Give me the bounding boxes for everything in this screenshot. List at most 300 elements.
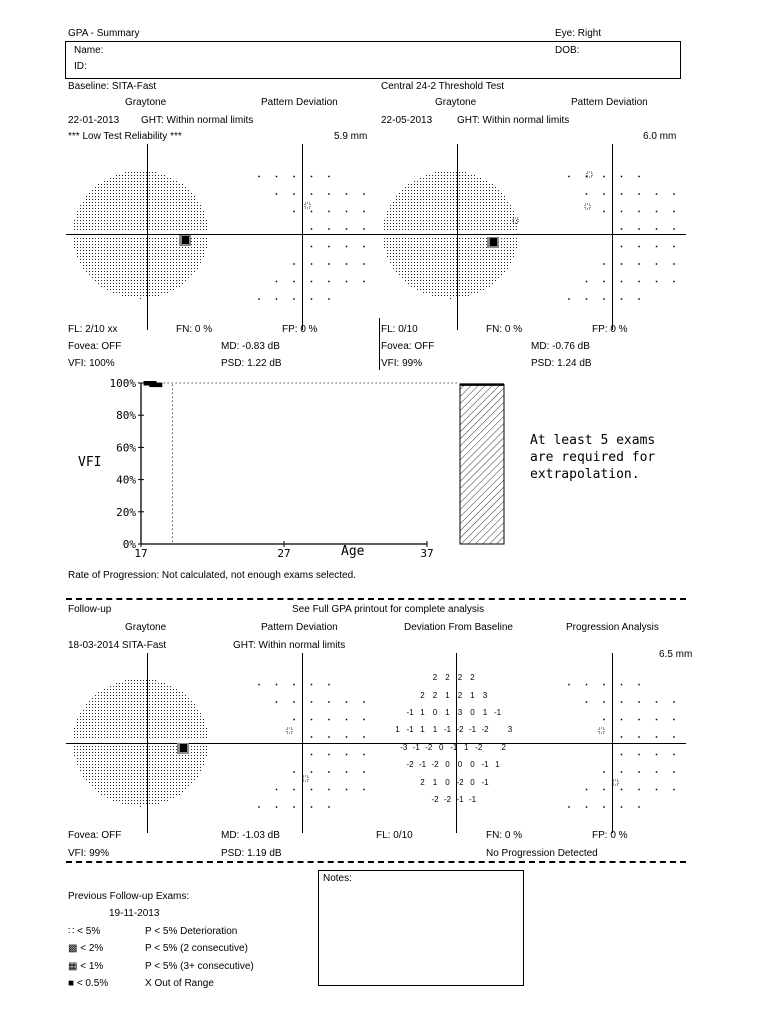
pattern-dot xyxy=(293,719,295,721)
deviation-value: 3 xyxy=(482,691,488,700)
dob-label: DOB: xyxy=(555,45,580,56)
legend-desc-2: P < 5% (2 consecutive) xyxy=(145,943,248,954)
pattern-dot xyxy=(311,211,313,213)
id-label: ID: xyxy=(74,61,87,72)
pattern-dot xyxy=(638,806,640,808)
deviation-symbol xyxy=(303,776,308,781)
pattern-dot xyxy=(621,771,623,773)
exam1-fovea: Fovea: OFF xyxy=(68,341,122,352)
deviation-value: 0 xyxy=(445,778,450,787)
deviation-value: -2 xyxy=(425,743,433,752)
deviation-value: 2 xyxy=(501,743,506,752)
vfi-x-tick-label: 27 xyxy=(277,547,291,560)
pattern-dot xyxy=(656,193,658,195)
pattern-dot xyxy=(656,789,658,791)
deviation-from-baseline xyxy=(372,672,532,812)
blind-spot-mark xyxy=(490,238,497,246)
fu-fovea: Fovea: OFF xyxy=(68,830,122,841)
fu-psd: PSD: 1.19 dB xyxy=(221,848,282,859)
pattern-dot xyxy=(638,193,640,195)
deviation-value: 2 xyxy=(457,673,463,682)
vfi-axis-label: VFI xyxy=(78,455,102,470)
deviation-value: 2 xyxy=(445,673,450,682)
deviation-value: -1 xyxy=(418,760,427,769)
pattern-dot xyxy=(673,701,675,703)
deviation-value: 0 xyxy=(439,743,444,752)
extrapolation-note-1: At least 5 exams xyxy=(530,433,656,448)
pattern-dot xyxy=(603,263,605,265)
pattern-dot xyxy=(328,176,330,178)
pattern-dot xyxy=(656,228,658,230)
pattern-dot xyxy=(293,701,295,703)
pattern-dot xyxy=(363,736,365,738)
vfi-y-tick-label: 100% xyxy=(109,377,136,390)
pattern-dot xyxy=(328,211,330,213)
fu-deviation-title: Deviation From Baseline xyxy=(404,622,513,633)
deviation-value: 2 xyxy=(432,691,438,700)
section-divider-1 xyxy=(66,598,686,600)
pattern-dot xyxy=(346,263,348,265)
baseline-strategy: Baseline: SITA-Fast xyxy=(68,81,157,92)
exam2-psd: PSD: 1.24 dB xyxy=(531,358,592,369)
pattern-dot xyxy=(603,281,605,283)
deviation-value: -1 xyxy=(406,725,414,734)
exam1-pupil: 5.9 mm xyxy=(334,131,368,142)
pattern-dot xyxy=(656,211,658,213)
pattern-dot xyxy=(673,263,675,265)
extrapolation-note-2: are required for xyxy=(530,450,656,465)
pattern-dot xyxy=(276,701,278,703)
pattern-dot xyxy=(621,263,623,265)
pattern-dot xyxy=(673,719,675,721)
pattern-dot xyxy=(363,228,365,230)
blind-spot-mark xyxy=(180,744,187,752)
deviation-symbol xyxy=(287,728,292,733)
exam1-fl: FL: 2/10 xx xyxy=(68,324,118,335)
pattern-dot xyxy=(603,298,605,300)
deviation-symbol xyxy=(585,204,590,209)
deviation-value: -1 xyxy=(412,743,420,752)
pattern-dot xyxy=(346,719,348,721)
deviation-value: 2 xyxy=(470,673,475,682)
pattern-dot xyxy=(673,754,675,756)
pattern-dot xyxy=(328,281,330,283)
deviation-value: 1 xyxy=(420,708,425,717)
exam1-date: 22-01-2013 xyxy=(68,115,120,126)
pattern-dot xyxy=(311,684,313,686)
deviation-value: -2 xyxy=(406,760,414,769)
see-full-gpa: See Full GPA printout for complete analysis xyxy=(292,604,485,615)
exam2-fl: FL: 0/10 xyxy=(381,324,418,335)
pattern-dot xyxy=(363,263,365,265)
pattern-dot xyxy=(328,193,330,195)
deviation-value: -1 xyxy=(406,708,414,717)
pattern-dot xyxy=(603,176,605,178)
pattern-dot xyxy=(293,298,295,300)
deviation-value: -1 xyxy=(456,795,464,804)
graytone-title-2: Graytone xyxy=(435,97,477,108)
deviation-value: 0 xyxy=(432,708,438,717)
legend-symbol-4: ■ < 0.5% xyxy=(68,978,109,989)
pattern-dot xyxy=(328,228,330,230)
exam2-fp: FP: 0 % xyxy=(592,324,628,335)
section-divider-2 xyxy=(66,861,686,863)
fu-pupil: 6.5 mm xyxy=(659,649,693,660)
pattern-dot xyxy=(586,806,588,808)
pattern-dot xyxy=(311,736,313,738)
pattern-dot xyxy=(673,789,675,791)
exam2-md: MD: -0.76 dB xyxy=(531,341,590,352)
pattern-dot xyxy=(621,211,623,213)
pattern-dot xyxy=(621,193,623,195)
deviation-value: 1 xyxy=(432,778,438,787)
pattern-dot xyxy=(621,789,623,791)
fu-date: 18-03-2014 SITA-Fast xyxy=(68,640,167,651)
pattern-title-1: Pattern Deviation xyxy=(261,97,338,108)
vfi-y-tick-label: 0% xyxy=(122,538,136,551)
pattern-dot xyxy=(656,701,658,703)
pattern-dot xyxy=(656,246,658,248)
pattern-dot xyxy=(586,298,588,300)
pattern-dot xyxy=(603,684,605,686)
pattern-dot xyxy=(363,719,365,721)
legend-symbol-1: ∷ < 5% xyxy=(68,926,101,937)
pattern-dot xyxy=(276,193,278,195)
pattern-dot xyxy=(276,281,278,283)
vfi-y-tick-label: 60% xyxy=(116,441,136,455)
notes-label: Notes: xyxy=(323,873,352,884)
pattern-dot xyxy=(311,176,313,178)
pattern-dot xyxy=(656,771,658,773)
exam2-date: 22-05-2013 xyxy=(381,115,433,126)
pattern-dot xyxy=(293,684,295,686)
pattern-dot xyxy=(293,806,295,808)
exam2-ght: GHT: Within normal limits xyxy=(457,115,570,126)
pattern-dot xyxy=(673,771,675,773)
pattern-dot xyxy=(638,771,640,773)
pattern-dot xyxy=(586,701,588,703)
pattern-dot xyxy=(638,211,640,213)
pattern-dot xyxy=(673,246,675,248)
legend-symbol-3: ▦ < 1% xyxy=(68,961,104,972)
pattern-dot xyxy=(673,281,675,283)
pattern-dot xyxy=(311,246,313,248)
fu-graytone-title: Graytone xyxy=(125,622,167,633)
report-title: GPA - Summary xyxy=(68,28,140,39)
deviation-value: -2 xyxy=(456,725,464,734)
pattern-dot xyxy=(293,176,295,178)
pattern-dot xyxy=(346,193,348,195)
deviation-value: 0 xyxy=(445,760,450,769)
name-label: Name: xyxy=(74,45,104,56)
pattern-dot xyxy=(586,281,588,283)
pattern-dot xyxy=(603,193,605,195)
progression-result: No Progression Detected xyxy=(486,848,598,859)
legend-symbol-2: ▩ < 2% xyxy=(68,943,104,954)
pattern-dot xyxy=(328,789,330,791)
fu-ght: GHT: Within normal limits xyxy=(233,640,346,651)
pattern-dot xyxy=(258,176,260,178)
deviation-value: 0 xyxy=(457,760,463,769)
pattern-dot xyxy=(311,281,313,283)
pattern-dot xyxy=(603,719,605,721)
deviation-value: -2 xyxy=(431,760,439,769)
pattern-dot xyxy=(673,193,675,195)
deviation-value: -1 xyxy=(468,795,477,804)
deviation-value: -1 xyxy=(481,778,489,787)
vfi-hatched-bar xyxy=(460,385,504,544)
pattern-dot xyxy=(328,719,330,721)
pattern-dot xyxy=(638,736,640,738)
deviation-value: 1 xyxy=(432,725,438,734)
pattern-dot xyxy=(346,228,348,230)
pattern-dot xyxy=(638,789,640,791)
pattern-dot xyxy=(638,701,640,703)
eye-label: Eye: Right xyxy=(555,28,602,39)
pattern-dot xyxy=(638,228,640,230)
pattern-dot xyxy=(656,754,658,756)
pattern-dot xyxy=(311,193,313,195)
deviation-value: -1 xyxy=(468,725,477,734)
pattern-dot xyxy=(586,193,588,195)
pattern-deviation-2 xyxy=(535,160,685,310)
fu-fp: FP: 0 % xyxy=(592,830,628,841)
pattern-dot xyxy=(363,789,365,791)
pattern-dot xyxy=(621,701,623,703)
graytone-field-1 xyxy=(70,168,210,302)
exam1-fp: FP: 0 % xyxy=(282,324,318,335)
pattern-dot xyxy=(328,246,330,248)
pattern-dot xyxy=(258,684,260,686)
pattern-dot xyxy=(346,789,348,791)
exam2-fn: FN: 0 % xyxy=(486,324,523,335)
deviation-value: -2 xyxy=(431,795,439,804)
pattern-dot xyxy=(328,684,330,686)
exam1-reliability: *** Low Test Reliability *** xyxy=(68,131,182,142)
pattern-dot xyxy=(621,228,623,230)
exam1-md: MD: -0.83 dB xyxy=(221,341,280,352)
pattern-dot xyxy=(276,684,278,686)
deviation-value: 2 xyxy=(432,673,438,682)
deviation-value: -1 xyxy=(443,725,452,734)
pattern-dot xyxy=(328,771,330,773)
pattern-dot xyxy=(621,176,623,178)
pattern-dot xyxy=(328,754,330,756)
pattern-dot xyxy=(328,701,330,703)
pattern-dot xyxy=(293,771,295,773)
pattern-dot xyxy=(363,701,365,703)
pattern-dot xyxy=(276,789,278,791)
test-name: Central 24-2 Threshold Test xyxy=(381,81,505,92)
exam2-pupil: 6.0 mm xyxy=(643,131,677,142)
deviation-symbol xyxy=(599,728,604,733)
legend-title: Previous Follow-up Exams: xyxy=(68,891,190,902)
exam-divider xyxy=(379,318,380,370)
legend-desc-1: P < 5% Deterioration xyxy=(145,926,238,937)
deviation-value: 1 xyxy=(482,708,488,717)
pattern-dot xyxy=(293,789,295,791)
pattern-dot xyxy=(328,298,330,300)
pattern-dot xyxy=(293,193,295,195)
fu-md: MD: -1.03 dB xyxy=(221,830,280,841)
pattern-dot xyxy=(656,736,658,738)
pattern-dot xyxy=(586,789,588,791)
pattern-dot xyxy=(363,211,365,213)
fu-pattern-deviation xyxy=(225,668,375,818)
deviation-value: 2 xyxy=(420,691,425,700)
pattern-dot xyxy=(621,246,623,248)
fu-fn: FN: 0 % xyxy=(486,830,523,841)
graytone-title-1: Graytone xyxy=(125,97,167,108)
pattern-dot xyxy=(621,684,623,686)
pattern-dot xyxy=(656,719,658,721)
pattern-dot xyxy=(328,736,330,738)
exam1-ght: GHT: Within normal limits xyxy=(141,115,254,126)
pattern-dot xyxy=(293,211,295,213)
exam1-vfi: VFI: 100% xyxy=(68,358,115,369)
pattern-dot xyxy=(363,281,365,283)
pattern-dot xyxy=(673,736,675,738)
pattern-dot xyxy=(603,701,605,703)
deviation-symbol xyxy=(305,203,310,208)
deviation-value: 2 xyxy=(457,691,463,700)
pattern-dot xyxy=(638,263,640,265)
patient-box xyxy=(65,41,681,79)
pattern-dot xyxy=(603,806,605,808)
deviation-value: -3 xyxy=(400,743,408,752)
pattern-dot xyxy=(621,806,623,808)
legend-date: 19-11-2013 xyxy=(109,908,160,919)
deviation-value: 0 xyxy=(470,708,475,717)
pattern-dot xyxy=(621,736,623,738)
deviation-value: -2 xyxy=(456,778,464,787)
deviation-value: -1 xyxy=(450,743,458,752)
legend-desc-4: X Out of Range xyxy=(145,978,214,989)
pattern-dot xyxy=(638,281,640,283)
pattern-dot xyxy=(363,754,365,756)
legend-desc-3: P < 5% (3+ consecutive) xyxy=(145,961,254,972)
pattern-dot xyxy=(311,228,313,230)
pattern-dot xyxy=(673,228,675,230)
pattern-dot xyxy=(346,701,348,703)
deviation-value: -2 xyxy=(481,725,489,734)
pattern-dot xyxy=(311,754,313,756)
pattern-dot xyxy=(638,719,640,721)
pattern-dot xyxy=(311,806,313,808)
pattern-dot xyxy=(276,806,278,808)
pattern-dot xyxy=(363,193,365,195)
pattern-dot xyxy=(568,298,570,300)
pattern-dot xyxy=(621,754,623,756)
pattern-dot xyxy=(638,298,640,300)
vfi-y-tick-label: 80% xyxy=(116,409,136,423)
pattern-dot xyxy=(568,176,570,178)
exam2-fovea: Fovea: OFF xyxy=(381,341,435,352)
pattern-dot xyxy=(276,176,278,178)
deviation-value: 1 xyxy=(464,743,469,752)
vfi-y-tick-label: 20% xyxy=(116,505,136,519)
pattern-dot xyxy=(568,684,570,686)
pattern-dot xyxy=(621,281,623,283)
deviation-symbol xyxy=(587,172,592,177)
fu-pattern-title: Pattern Deviation xyxy=(261,622,338,633)
pattern-dot xyxy=(638,754,640,756)
age-axis-label: Age xyxy=(341,544,365,559)
pattern-dot xyxy=(328,263,330,265)
notes-box xyxy=(318,870,524,986)
pattern-dot xyxy=(258,806,260,808)
pattern-dot xyxy=(346,736,348,738)
pattern-dot xyxy=(363,246,365,248)
deviation-value: 3 xyxy=(457,708,463,717)
deviation-value: 0 xyxy=(470,760,475,769)
pattern-dot xyxy=(656,263,658,265)
pattern-dot xyxy=(638,684,640,686)
pattern-dot xyxy=(293,281,295,283)
pattern-dot xyxy=(346,246,348,248)
pattern-dot xyxy=(346,771,348,773)
pattern-dot xyxy=(621,719,623,721)
graytone-field-2 xyxy=(380,168,520,302)
deviation-value: 3 xyxy=(507,725,513,734)
deviation-value: 1 xyxy=(495,760,500,769)
deviation-value: 1 xyxy=(445,691,450,700)
pattern-dot xyxy=(293,263,295,265)
pattern-dot xyxy=(311,701,313,703)
fu-fl: FL: 0/10 xyxy=(376,830,413,841)
pattern-dot xyxy=(346,281,348,283)
pattern-dot xyxy=(311,789,313,791)
pattern-dot xyxy=(258,298,260,300)
pattern-dot xyxy=(603,771,605,773)
exam2-vfi: VFI: 99% xyxy=(381,358,423,369)
rate-of-progression: Rate of Progression: Not calculated, not enough exams selected. xyxy=(68,570,356,581)
pattern-dot xyxy=(621,298,623,300)
pattern-dot xyxy=(346,211,348,213)
pattern-dot xyxy=(311,771,313,773)
deviation-value: -1 xyxy=(481,760,489,769)
blind-spot-mark xyxy=(182,236,189,244)
deviation-value: 0 xyxy=(470,778,475,787)
pattern-dot xyxy=(328,806,330,808)
pattern-dot xyxy=(586,684,588,686)
pattern-dot xyxy=(656,281,658,283)
fu-graytone-field xyxy=(70,676,210,810)
deviation-value: 2 xyxy=(420,778,425,787)
fu-vfi: VFI: 99% xyxy=(68,848,110,859)
extrapolation-note-3: extrapolation. xyxy=(530,467,640,482)
pattern-deviation-1 xyxy=(225,160,375,310)
fu-progression-title: Progression Analysis xyxy=(566,622,659,633)
pattern-dot xyxy=(311,298,313,300)
pattern-dot xyxy=(276,298,278,300)
vfi-y-tick-label: 40% xyxy=(116,473,136,487)
pattern-dot xyxy=(346,754,348,756)
deviation-value: 1 xyxy=(445,708,450,717)
deviation-value: -2 xyxy=(443,795,452,804)
pattern-dot xyxy=(638,246,640,248)
pattern-dot xyxy=(603,211,605,213)
pattern-dot xyxy=(311,719,313,721)
deviation-value: 1 xyxy=(470,691,475,700)
deviation-value: -1 xyxy=(493,708,502,717)
exam1-fn: FN: 0 % xyxy=(176,324,213,335)
deviation-value: 1 xyxy=(395,725,400,734)
vfi-x-tick-label: 17 xyxy=(134,547,148,560)
pattern-dot xyxy=(673,211,675,213)
followup-label: Follow-up xyxy=(68,604,112,615)
vfi-data-point xyxy=(149,383,162,388)
